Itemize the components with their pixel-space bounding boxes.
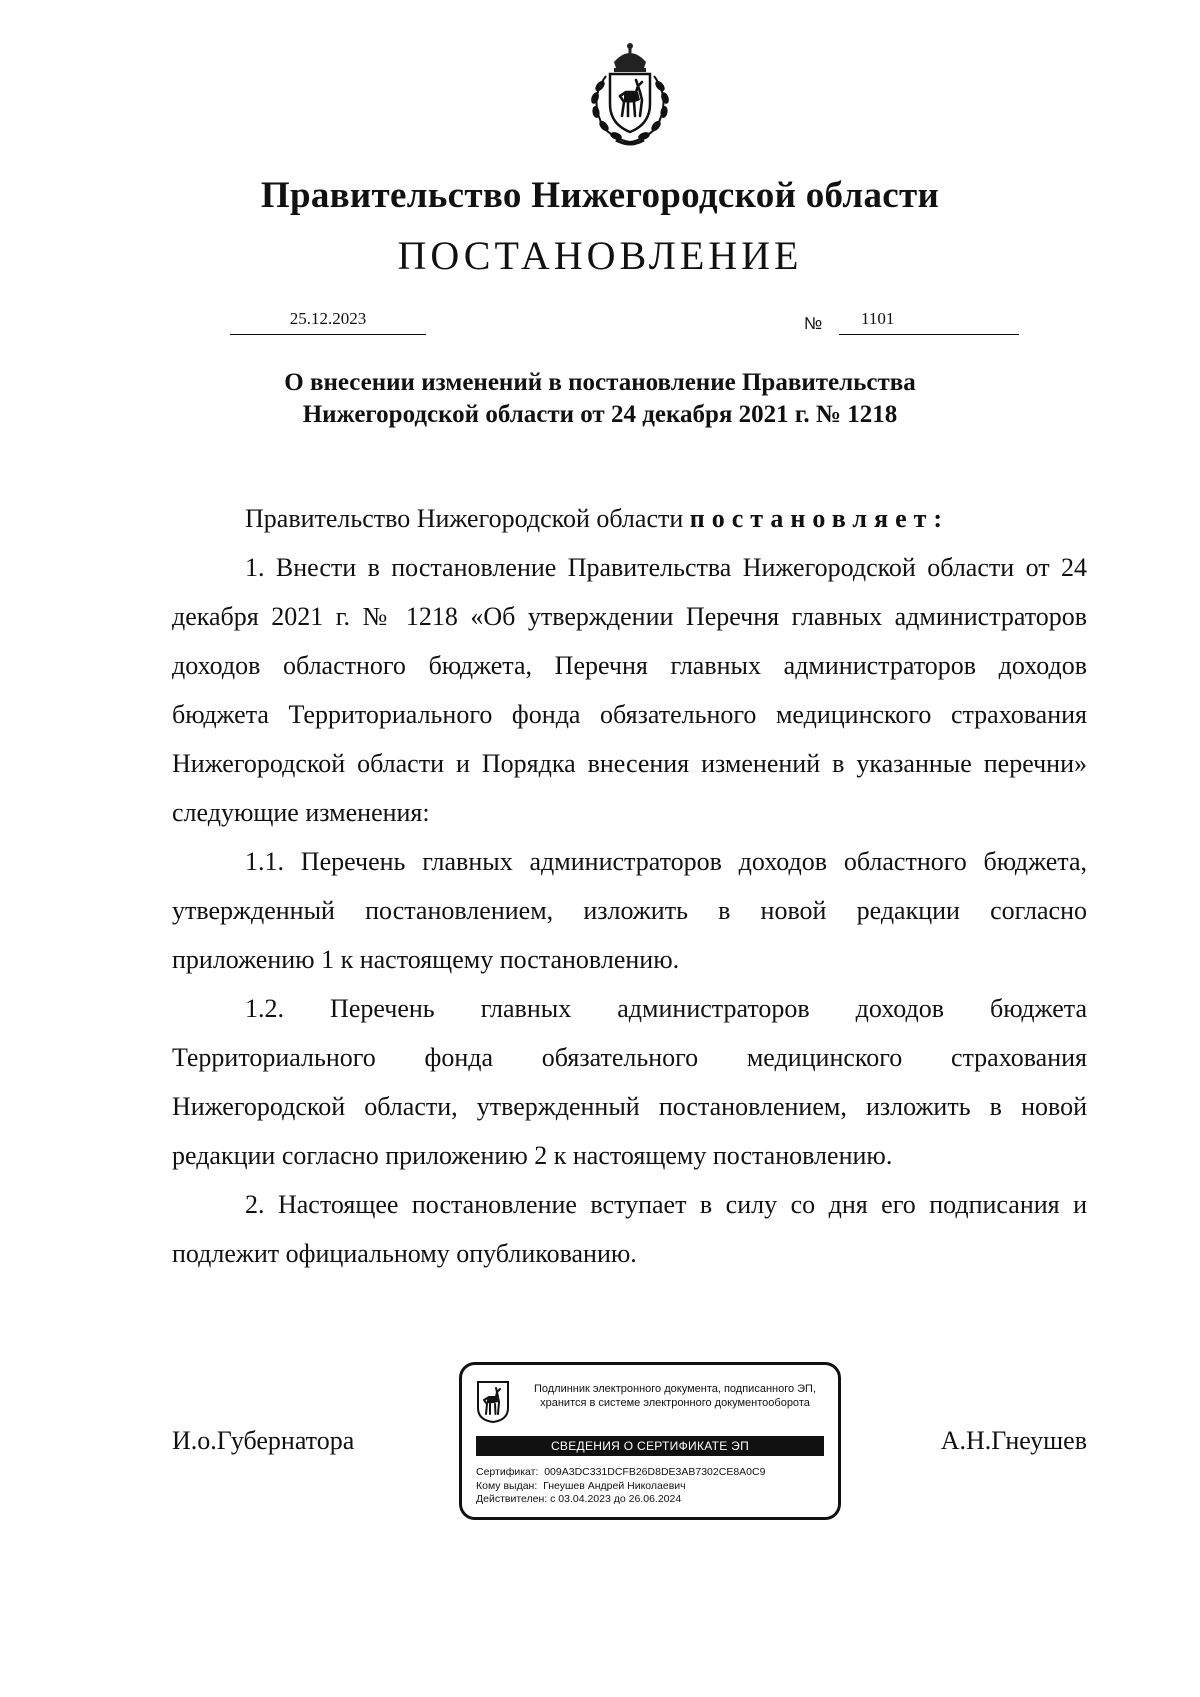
- document-type: ПОСТАНОВЛЕНИЕ: [397, 233, 803, 278]
- cert-label: Сертификат:: [476, 1466, 539, 1478]
- stamp-header: [520, 1382, 830, 1410]
- subject-line-1: О внесении изменений в постановление Правительства: [284, 369, 916, 396]
- emblem-deer-icon: [476, 1380, 510, 1424]
- document-number: 1101: [861, 309, 895, 328]
- stamp-header-line-1: Подлинник электронного документа, подписанного ЭП,: [533, 1383, 817, 1395]
- paragraph-2: 2. Настоящее постановление вступает в силу со дня его подписания и подлежит официальному опубликованию.: [172, 1190, 1087, 1268]
- electronic-signature-stamp: [459, 1362, 841, 1520]
- intro-resolves: постановляет:: [689, 504, 950, 533]
- stamp-header-line-2: хранится в системе электронного документооборота: [540, 1397, 810, 1409]
- coat-of-arms-icon: [578, 40, 682, 148]
- document-number-field: [839, 308, 1019, 335]
- paragraph-1: 1. Внести в постановление Правительства Нижегородской области от 24 декабря 2021 г. № 1218 «Об утверждении Перечня главных администраторов доходов областного бюджета, Перечня главных администраторов доходов бюджета Территориального фонда обязательного медицинского страхования Нижегородской области и Порядка внесения изменений в указанные перечни» следующие изменения:: [172, 553, 1087, 827]
- document-subject: [150, 367, 1050, 431]
- issued-label: Кому выдан:: [476, 1479, 538, 1492]
- issued-value: Гнеушев Андрей Николаевич: [543, 1479, 686, 1492]
- stamp-issued-row: [476, 1480, 765, 1494]
- stamp-certificate-bar: СВЕДЕНИЯ О СЕРТИФИКАТЕ ЭП: [476, 1436, 824, 1456]
- signatory-name: А.Н.Гнеушев: [940, 1426, 1087, 1455]
- paragraph-1-2: 1.2. Перечень главных администраторов доходов бюджета Территориального фонда обязательного медицинского страхования Нижегородской области, утвержденный постановлением, изложить в новой редакции согласно приложению 2 к настоящему постановлению.: [172, 994, 1087, 1170]
- document-date: 25.12.2023: [230, 308, 426, 335]
- valid-value: с 03.04.2023 до 26.06.2024: [550, 1493, 682, 1505]
- stamp-valid-row: [476, 1493, 765, 1507]
- paragraph-1-1: 1.1. Перечень главных администраторов доходов областного бюджета, утвержденный постановлением, изложить в новой редакции согласно приложению 1 к настоящему постановлению.: [172, 847, 1087, 974]
- number-sign: №: [804, 314, 823, 333]
- stamp-cert-row: [476, 1466, 765, 1480]
- subject-line-2: Нижегородской области от 24 декабря 2021 г. № 1218: [302, 401, 898, 428]
- valid-label: Действителен:: [476, 1493, 548, 1505]
- organization-title: Правительство Нижегородской области: [260, 175, 940, 216]
- cert-value: 009A3DC331DCFB26D8DE3AB7302CE8A0C9: [544, 1466, 766, 1478]
- intro-text: Правительство Нижегородской области: [245, 504, 690, 533]
- stamp-details: [476, 1466, 765, 1507]
- intro-paragraph: [172, 494, 1087, 543]
- signatory-position: И.о.Губернатора: [172, 1426, 355, 1455]
- document-body: [172, 494, 1087, 1278]
